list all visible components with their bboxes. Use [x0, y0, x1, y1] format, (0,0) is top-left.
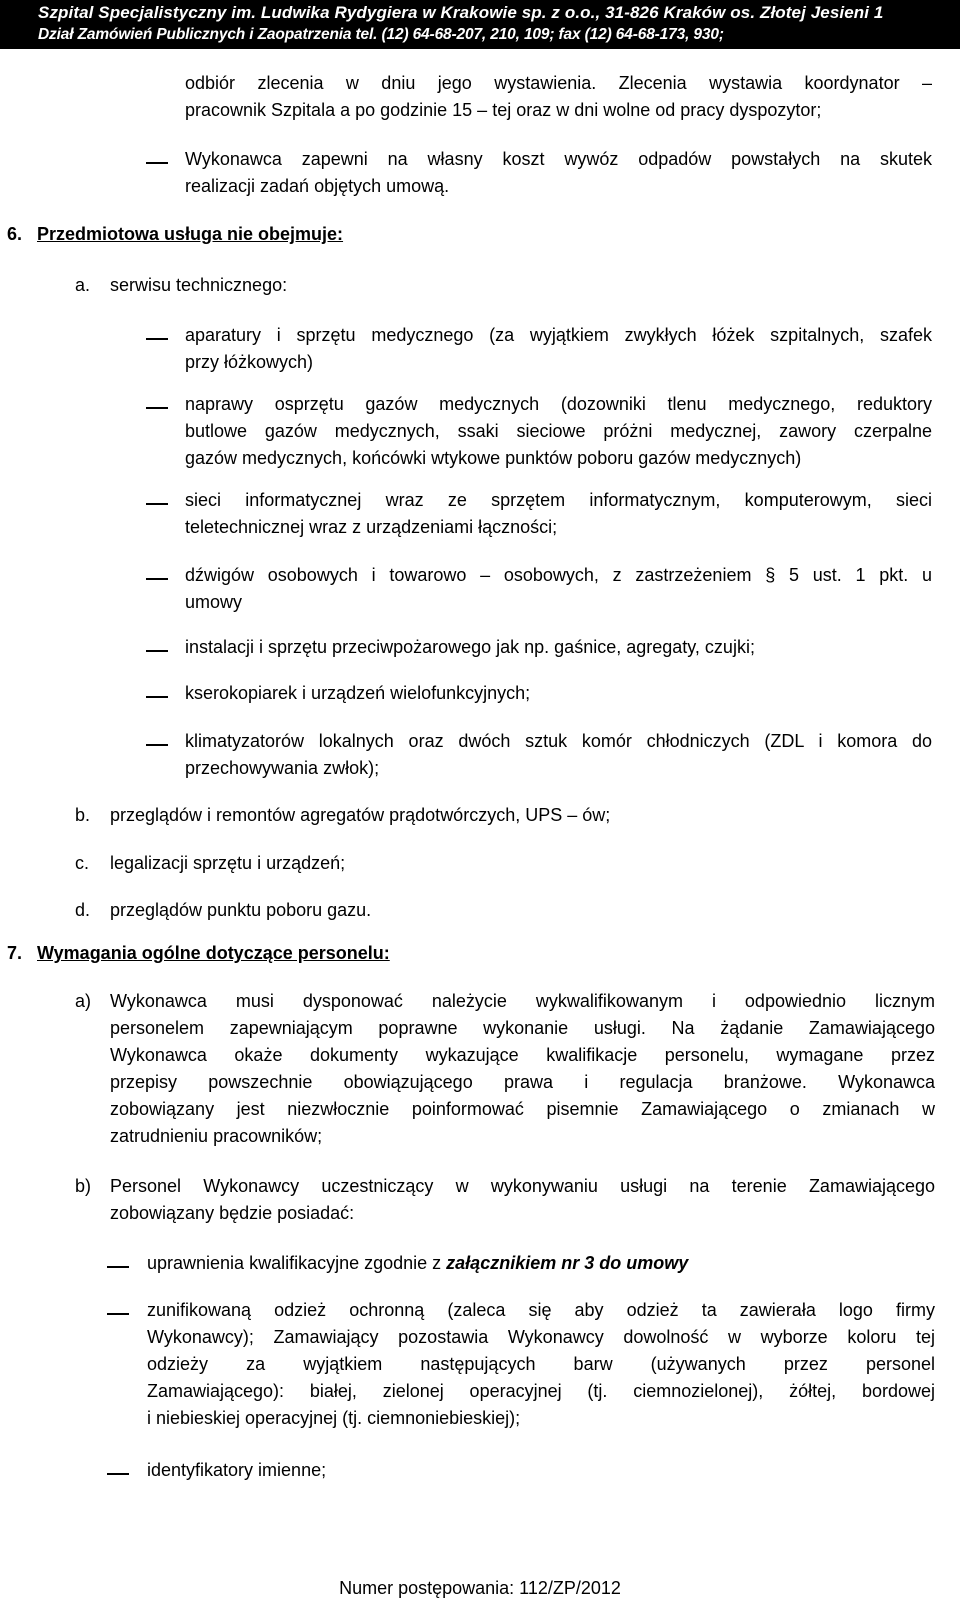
paragraph-line: personelem zapewniającym poprawne wykonanie usługi. Na żądanie Zamawiającego: [110, 1018, 935, 1038]
dash-bullet: [146, 650, 168, 652]
dash-bullet: [146, 503, 168, 505]
dash-bullet: [107, 1266, 129, 1268]
section-7-title: Wymagania ogólne dotyczące personelu:: [37, 943, 390, 963]
service-exclusion-item: [185, 322, 932, 376]
section-7b-paragraph: [110, 1173, 935, 1227]
item-line: kserokopiarek i urządzeń wielofunkcyjnych;: [185, 683, 531, 703]
item-line: zunifikowaną odzież ochronną (zaleca się aby odzież ta zawierała logo firmy: [147, 1300, 935, 1320]
item-text: uprawnienia kwalifikacyjne zgodnie z: [147, 1253, 447, 1273]
section-6b-letter: b.: [75, 805, 91, 825]
item-line: gazów medycznych, końcówki wtykowe punktów poboru gazów medycznych): [185, 448, 802, 468]
continuation-paragraph: [185, 70, 932, 124]
annex-reference: załącznikiem nr 3 do umowy: [446, 1253, 689, 1273]
item-line: i niebieskiej operacyjnej (tj. ciemnoniebieskiej);: [147, 1408, 521, 1428]
document-header: [0, 0, 960, 49]
dash-bullet: [107, 1313, 129, 1315]
section-6d-text: przeglądów punktu poboru gazu.: [110, 900, 372, 920]
section-6a-letter: a.: [75, 275, 91, 295]
personnel-requirement-item: [147, 1250, 935, 1277]
header-line-1: Szpital Specjalistyczny im. Ludwika Rydygiera w Krakowie sp. z o.o., 31-826 Kraków os. Złotej Jesieni 1: [38, 3, 884, 22]
continuation-line-2: pracownik Szpitala a po godzinie 15 – tej oraz w dni wolne od pracy dyspozytor;: [185, 100, 822, 120]
section-6c-text: legalizacji sprzętu i urządzeń;: [110, 853, 346, 873]
section-7a-paragraph: [110, 988, 935, 1150]
personnel-requirement-item: [147, 1457, 935, 1484]
footer-case-number: Numer postępowania: 112/ZP/2012: [339, 1578, 621, 1598]
item-line: instalacji i sprzętu przeciwpożarowego jak np. gaśnice, agregaty, czujki;: [185, 637, 755, 657]
item-line: butlowe gazów medycznych, ssaki sieciowe próżni medycznej, zawory czerpalne: [185, 421, 932, 441]
dash-bullet: [107, 1473, 129, 1475]
section-6c-letter: c.: [75, 853, 90, 873]
item-line: klimatyzatorów lokalnych oraz dwóch sztuk komór chłodniczych (ZDL i komora do: [185, 731, 932, 751]
dash-bullet: [146, 162, 168, 164]
paragraph-line: zobowiązany będzie posiadać:: [110, 1203, 355, 1223]
item-line: przechowywania zwłok);: [185, 758, 380, 778]
section-6-number: 6.: [7, 224, 23, 244]
section-6a-label: serwisu technicznego:: [110, 275, 288, 295]
personnel-requirement-item: [147, 1297, 935, 1432]
item-line: naprawy osprzętu gazów medycznych (dozowniki tlenu medycznego, reduktory: [185, 394, 932, 414]
service-exclusion-item: [185, 391, 932, 472]
section-7a-letter: a): [75, 991, 92, 1011]
item-line: Wykonawcy); Zamawiający pozostawia Wykonawcy dowolność w wyborze koloru tej: [147, 1327, 935, 1347]
waste-removal-line-2: realizacji zadań objętych umową.: [185, 176, 450, 196]
dash-bullet: [146, 744, 168, 746]
section-6b-text: przeglądów i remontów agregatów prądotwórczych, UPS – ów;: [110, 805, 611, 825]
item-line: umowy: [185, 592, 243, 612]
item-line: odzieży za wyjątkiem następujących barw (używanych przez personel: [147, 1354, 935, 1374]
paragraph-line: zatrudnieniu pracowników;: [110, 1126, 323, 1146]
paragraph-line: Wykonawca okaże dokumenty wykazujące kwalifikacje personelu, wymagane przez: [110, 1045, 935, 1065]
service-exclusion-item: [185, 728, 932, 782]
service-exclusion-item: [185, 487, 932, 541]
service-exclusion-item: [185, 562, 932, 616]
dash-bullet: [146, 338, 168, 340]
dash-bullet: [146, 578, 168, 580]
waste-removal-item: [185, 146, 932, 200]
section-7-number: 7.: [7, 943, 23, 963]
waste-removal-line-1: Wykonawca zapewni na własny koszt wywóz odpadów powstałych na skutek: [185, 149, 932, 169]
paragraph-line: zobowiązany jest niezwłocznie poinformować pisemnie Zamawiającego o zmianach w: [110, 1099, 935, 1119]
paragraph-line: przepisy powszechnie obowiązującego prawa i regulacja branżowe. Wykonawca: [110, 1072, 935, 1092]
item-line: Zamawiającego): białej, zielonej operacyjnej (tj. ciemnozielonej), żółtej, bordowej: [147, 1381, 935, 1401]
service-exclusion-item: [185, 634, 932, 661]
paragraph-line: Personel Wykonawcy uczestniczący w wykonywaniu usługi na terenie Zamawiającego: [110, 1176, 935, 1196]
dash-bullet: [146, 407, 168, 409]
item-text: identyfikatory imienne;: [147, 1460, 327, 1480]
paragraph-line: Wykonawca musi dysponować należycie wykwalifikowanym i odpowiednio licznym: [110, 991, 935, 1011]
item-line: dźwigów osobowych i towarowo – osobowych, z zastrzeżeniem § 5 ust. 1 pkt. u: [185, 565, 932, 585]
item-line: aparatury i sprzętu medycznego (za wyjątkiem zwykłych łóżek szpitalnych, szafek: [185, 325, 932, 345]
continuation-line-1: odbiór zlecenia w dniu jego wystawienia. Zlecenia wystawia koordynator –: [185, 73, 932, 93]
section-6-title: Przedmiotowa usługa nie obejmuje:: [37, 224, 344, 244]
item-line: teletechnicznej wraz z urządzeniami łączności;: [185, 517, 558, 537]
section-7b-letter: b): [75, 1176, 92, 1196]
section-6d-letter: d.: [75, 900, 91, 920]
service-exclusion-item: [185, 680, 932, 707]
header-line-2: Dział Zamówień Publicznych i Zaopatrzenia tel. (12) 64-68-207, 210, 109; fax (12) 64-68-173, 930;: [38, 26, 724, 43]
dash-bullet: [146, 696, 168, 698]
item-line: przy łóżkowych): [185, 352, 314, 372]
item-line: sieci informatycznej wraz ze sprzętem informatycznym, komputerowym, sieci: [185, 490, 932, 510]
